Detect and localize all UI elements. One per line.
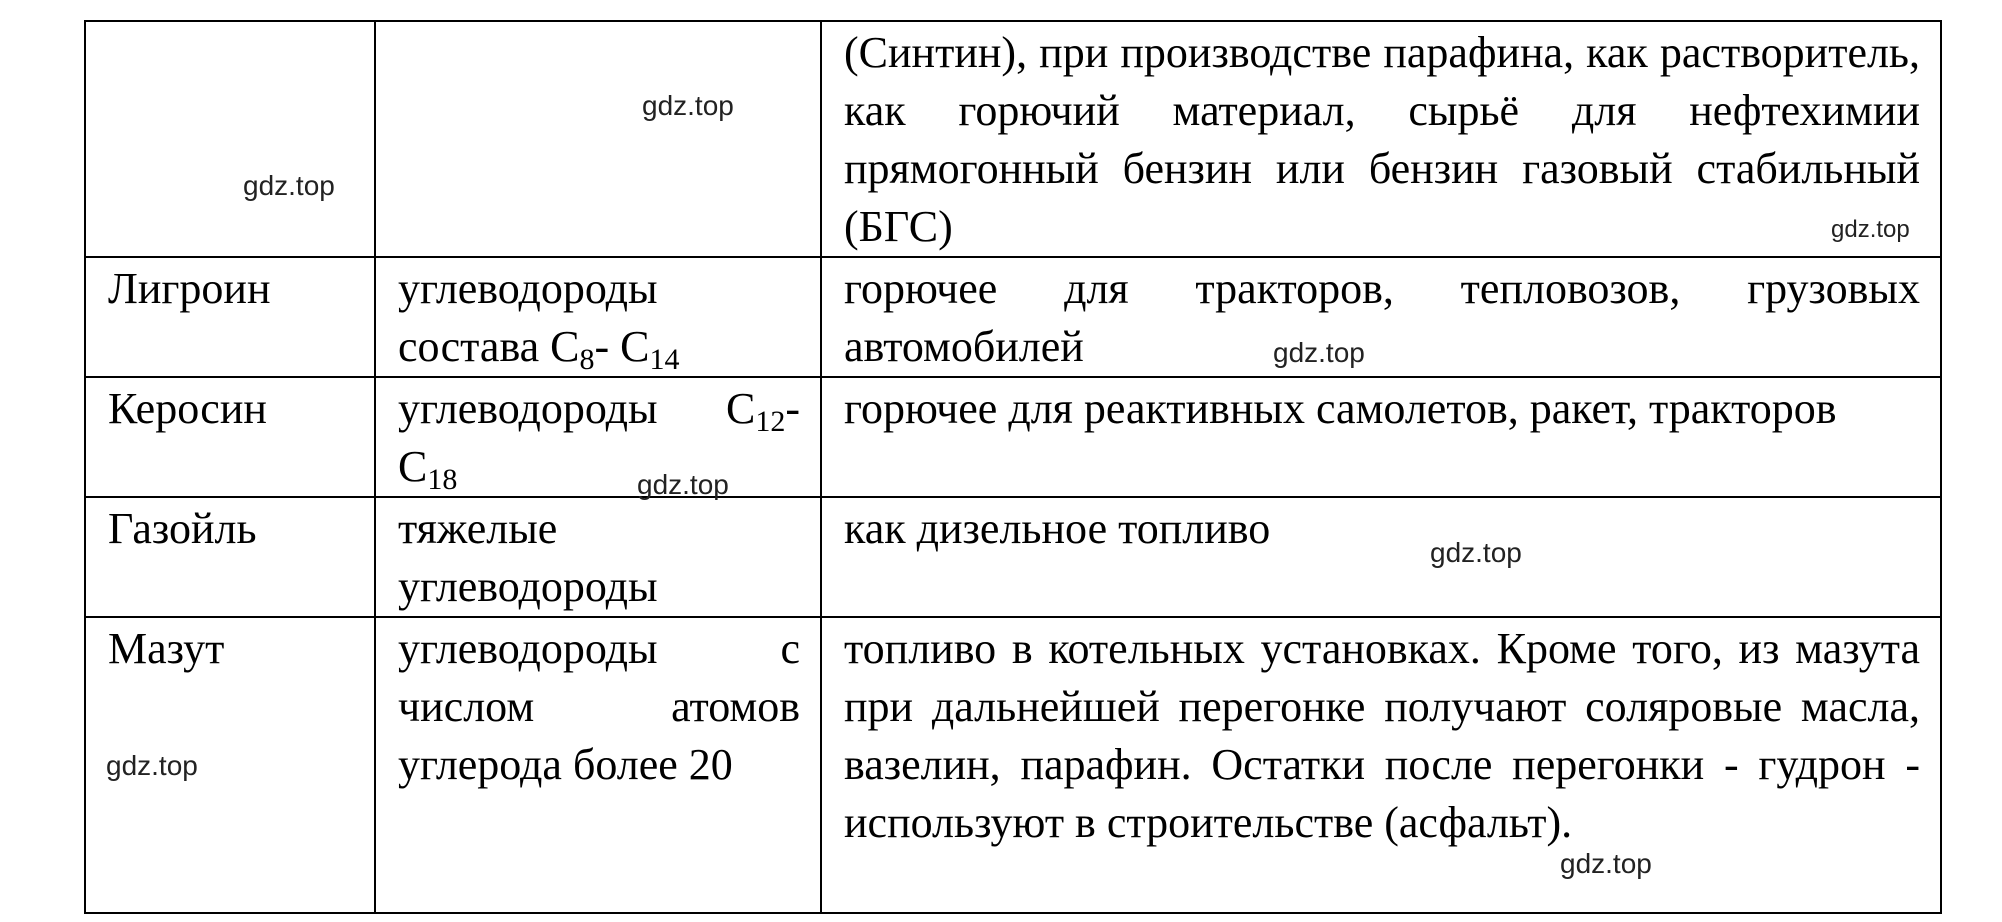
fraction-name-cell	[85, 21, 375, 257]
watermark: gdz.top	[106, 750, 198, 781]
watermark: gdz.top	[1273, 337, 1365, 368]
watermark: gdz.top	[642, 90, 734, 121]
usage-cell: (Синтин), при производстве парафина, как растворитель, как горючий материал, сырьё для нефтехимии прямогонный бензин или бензин газовый стабильный (БГС)	[821, 21, 1941, 257]
carbon-count-max: 18	[427, 463, 458, 496]
composition-cell	[375, 21, 821, 257]
usage-cell: как дизельное топливо	[821, 497, 1941, 617]
composition-cell: углеводороды с числом атомов углерода более 20	[375, 617, 821, 913]
watermark: gdz.top	[1560, 848, 1652, 879]
carbon-count-min: 8	[579, 343, 595, 376]
table-row	[85, 21, 1941, 257]
composition-cell	[375, 377, 821, 497]
table-row	[85, 257, 1941, 377]
composition-text: углеводороды C	[398, 384, 756, 433]
composition-cell: тяжелые углеводороды	[375, 497, 821, 617]
watermark: gdz.top	[1831, 216, 1910, 243]
carbon-count-max: 14	[649, 343, 680, 376]
usage-cell: топливо в котельных установках. Кроме того, из мазута при дальнейшей перегонке получают соляровые масла, вазелин, парафин. Остатки после перегонки - гудрон - используют в строительстве (асфальт).	[821, 617, 1941, 913]
fraction-name-cell: Керосин	[85, 377, 375, 497]
usage-cell: горючее для реактивных самолетов, ракет, тракторов	[821, 377, 1941, 497]
table-row	[85, 497, 1941, 617]
watermark: gdz.top	[637, 469, 729, 500]
fraction-name-cell: Лигроин	[85, 257, 375, 377]
watermark: gdz.top	[1430, 537, 1522, 568]
petroleum-fractions-table	[84, 20, 1942, 914]
fraction-name-cell: Газойль	[85, 497, 375, 617]
composition-separator: - C	[594, 322, 650, 371]
fraction-name-cell: Мазут	[85, 617, 375, 913]
watermark: gdz.top	[243, 170, 335, 201]
composition-separator: - C	[398, 384, 800, 491]
table-row	[85, 377, 1941, 497]
usage-cell: горючее для тракторов, тепловозов, грузовых автомобилей	[821, 257, 1941, 377]
composition-text: углеводороды состава C	[398, 264, 658, 371]
table-row	[85, 617, 1941, 913]
carbon-count-min: 12	[755, 405, 786, 438]
composition-cell	[375, 257, 821, 377]
